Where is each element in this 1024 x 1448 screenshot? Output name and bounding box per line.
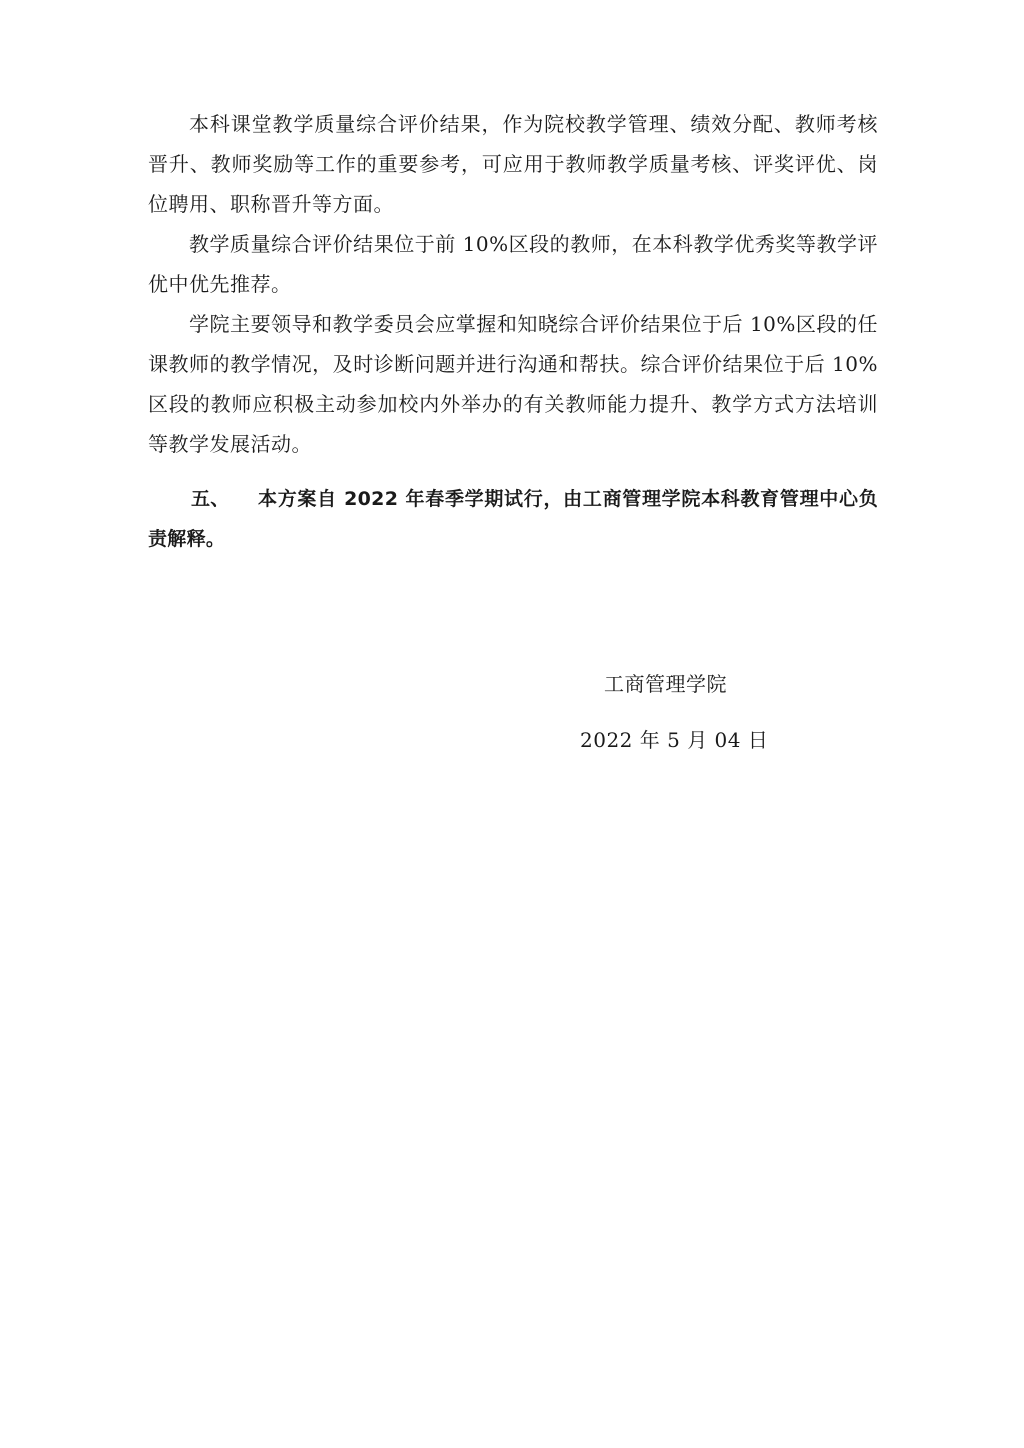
paragraph-evaluation-usage: 本科课堂教学质量综合评价结果，作为院校教学管理、绩效分配、教师考核晋升、教师奖励等工作的重要参考，可应用于教师教学质量考核、评奖评优、岗位聘用、职称晋升等方面。 [148, 112, 878, 216]
paragraph-top-ten-percent: 教学质量综合评价结果位于前 10%区段的教师，在本科教学优秀奖等教学评优中优先推荐。 [148, 232, 878, 296]
section-number: 五、 [191, 488, 230, 510]
document-body [148, 104, 878, 464]
signature-organization: 工商管理学院 [604, 672, 727, 696]
paragraph-bottom-ten-percent: 学院主要领导和教学委员会应掌握和知晓综合评价结果位于后 10%区段的任课教师的教学情况，及时诊断问题并进行沟通和帮扶。综合评价结果位于后 10%区段的教师应积极主动参加校内外举办的有关教师能力提升、教学方式方法培训等教学发展活动。 [148, 312, 878, 456]
section-text: 本方案自 2022 年春季学期试行，由工商管理学院本科教育管理中心负责解释。 [148, 488, 878, 550]
signature-date: 2022 年 5 月 04 日 [580, 728, 769, 752]
section-five [148, 479, 878, 559]
signature-block [560, 656, 780, 768]
